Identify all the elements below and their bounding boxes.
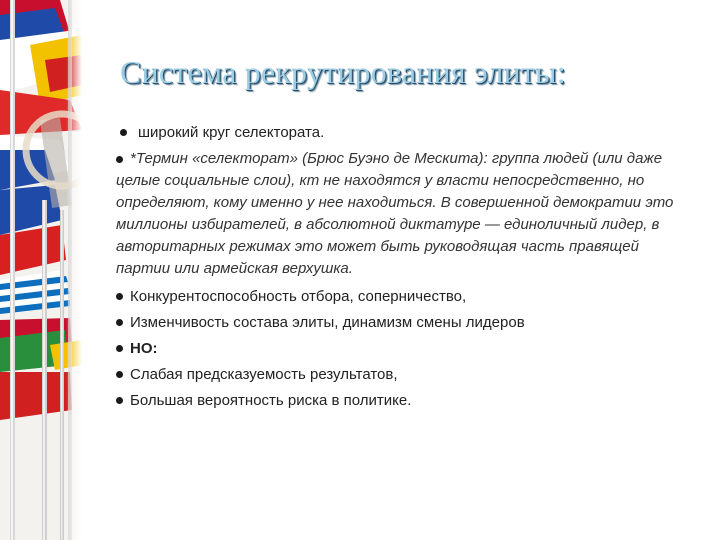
bullet-text: Изменчивость состава элиты, динамизм смены лидеров: [130, 314, 525, 331]
bullet-dot-icon: [116, 156, 123, 163]
bullet-item: [116, 286, 688, 307]
bullet-text: НО:: [130, 340, 158, 357]
bullet-item: [116, 312, 688, 333]
bullet-item: [116, 364, 688, 385]
bullet-text: Конкурентоспособность отбора, соперничество,: [130, 288, 467, 305]
bullet-dot-icon: [116, 345, 123, 352]
flags-image: [0, 0, 82, 540]
bullet-dot-icon: [116, 371, 123, 378]
flags-decoration: [0, 0, 82, 540]
bullet-dot-icon: [116, 397, 123, 404]
bullet-text: Слабая предсказуемость результатов,: [130, 366, 398, 383]
bullet-item: [116, 122, 688, 143]
bullet-text: *Термин «селекторат» (Брюс Буэно де Мескита): группа людей (или даже целые социальные слои), кт не находятся у власти непосредственно, но определяют, кому именно у нее находиться. В совершенной демократии это миллионы избирателей, в абсолютной диктатуре — единоличный лидер, в авторитарных режимах это может быть руководящая часть правящей партии или армейская верхушка.: [116, 150, 674, 277]
bullet-text: Большая вероятность риска в политике.: [130, 392, 412, 409]
bullet-item: [116, 338, 688, 359]
bullet-text: широкий круг селектората.: [138, 124, 325, 141]
bullet-dot-icon: [116, 319, 123, 326]
bullet-item: [116, 390, 688, 411]
bullet-dot-icon: [120, 129, 127, 136]
bullet-item: [116, 148, 688, 280]
bullet-dot-icon: [116, 293, 123, 300]
slide-title: Система рекрутирования элиты:: [120, 54, 566, 90]
bullet-list: [116, 122, 688, 416]
